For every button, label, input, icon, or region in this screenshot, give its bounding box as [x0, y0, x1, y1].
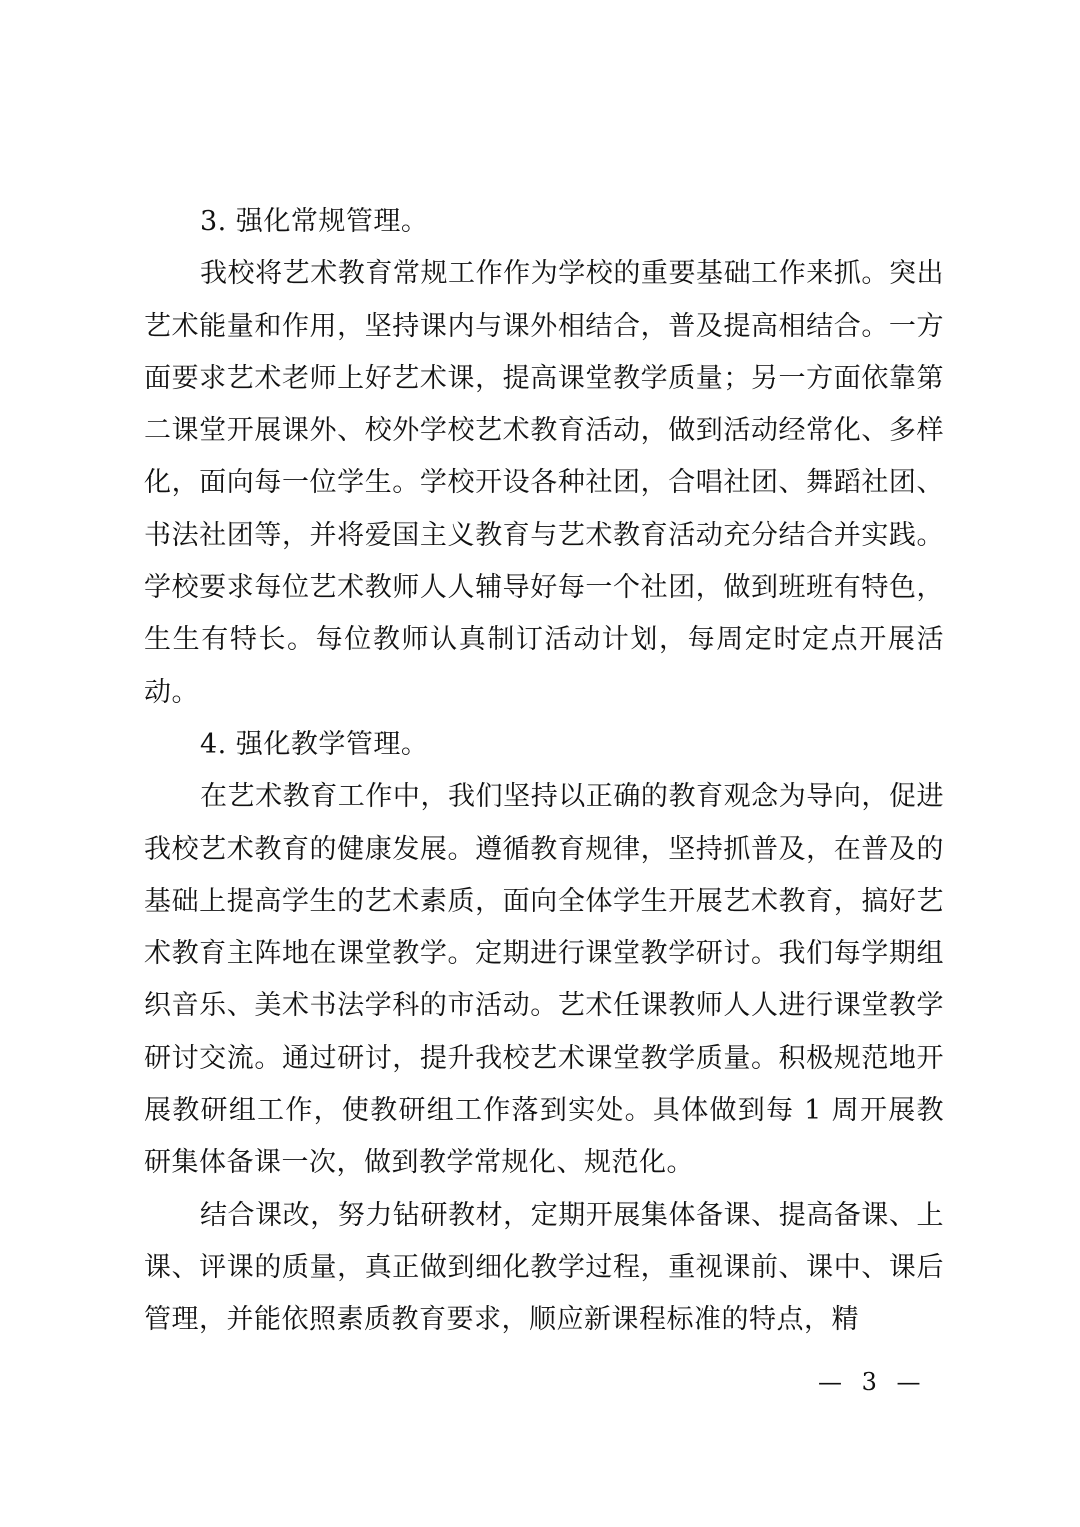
section-heading-4: 4. 强化教学管理。: [200, 728, 429, 760]
section-heading-3: 3. 强化常规管理。: [200, 206, 429, 237]
paragraph-teaching-management: 在艺术教育工作中，我们坚持以正确的教育观念为导向，促进我校艺术教育的健康发展。遵循教育规律，坚持抓普及，在普及的基础上提高学生的艺术素质，面向全体学生开展艺术教育，搞好艺术教育主阵地在课堂教学。定期进行课堂教学研讨。我们每学期组织音乐、美术书法学科的市活动。艺术任课教师人人进行课堂教学研讨交流。通过研讨，提升我校艺术课堂教学质量。积极规范地开展教研组工作，使教研组工作落到实处。具体做到每 1 周开展教研集体备课一次，做到教学常规化、规范化。: [144, 781, 944, 1179]
paragraph-routine-management: 我校将艺术教育常规工作作为学校的重要基础工作来抓。突出艺术能量和作用，坚持课内与课外相结合，普及提高相结合。一方面要求艺术老师上好艺术课，提高课堂教学质量；另一方面依靠第二课堂开展课外、校外学校艺术教育活动，做到活动经常化、多样化，面向每一位学生。学校开设各种社团，合唱社团、舞蹈社团、书法社团等，并将爱国主义教育与艺术教育活动充分结合并实践。学校要求每位艺术教师人人辅导好每一个社团，做到班班有特色，生生有特长。每位教师认真制订活动计划，每周定时定点开展活动。: [144, 258, 944, 708]
paragraph-curriculum-reform: 结合课改，努力钻研教材，定期开展集体备课、提高备课、上课、评课的质量，真正做到细化教学过程，重视课前、课中、课后管理，并能依照素质教育要求，顺应新课程标准的特点，精: [144, 1199, 944, 1336]
page-number: — 3 —: [818, 1368, 927, 1396]
document-body: [144, 196, 944, 1347]
